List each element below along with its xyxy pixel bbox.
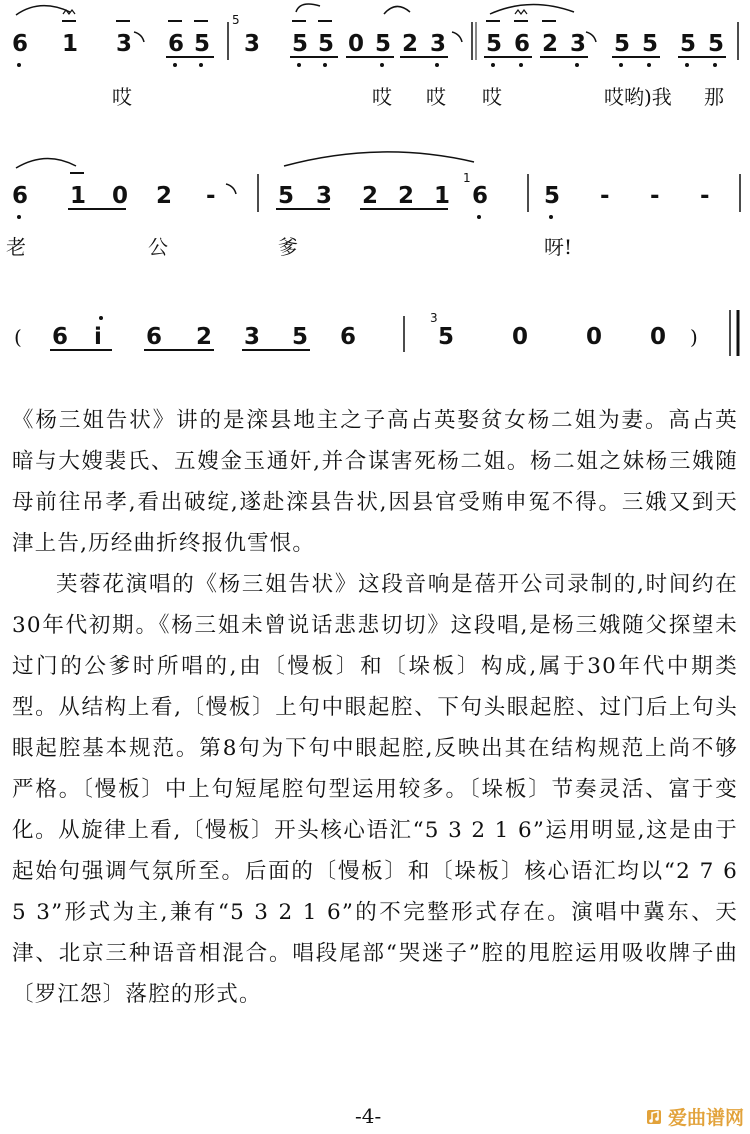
note: 6	[12, 31, 29, 57]
score-line-1	[12, 4, 738, 109]
note: 3	[244, 31, 261, 57]
grace-note: 1	[463, 171, 471, 185]
watermark-text: 爱曲谱网	[667, 1107, 744, 1129]
lyric: 哎	[482, 85, 502, 109]
note: 2	[156, 183, 173, 209]
note: 5	[278, 183, 295, 209]
grace-note: 5	[232, 13, 240, 27]
note: 5	[642, 31, 659, 57]
note: 5	[708, 31, 725, 57]
note: 6	[168, 31, 185, 57]
note: 0	[112, 183, 129, 209]
note: 5	[375, 31, 392, 57]
note: 2	[402, 31, 419, 57]
lyric: 哎	[112, 85, 132, 109]
paragraph: 芙蓉花演唱的《杨三姐告状》这段音响是蓓开公司录制的,时间约在30年代初期。《杨三姐未曾说话悲悲切切》这段唱,是杨三娥随父探望未过门的公爹时所唱的,由〔慢板〕和〔垛板〕构成,属于30年代中期类型。从结构上看,〔慢板〕上句中眼起腔、下句头眼起腔、过门后上句头眼起腔基本规范。第8句为下句中眼起腔,反映出其在结构规范上尚不够严格。〔慢板〕中上句短尾腔句型运用较多。〔垛板〕节奏灵活、富于变化。从旋律上看,〔慢板〕开头核心语汇“5 3 2 1 6”运用明显,这是由于起始句强调气氛所至。后面的〔慢板〕和〔垛板〕核心语汇均以“2 7 6 5 3”形式为主,兼有“5 3 2 1 6”的不完整形式存在。演唱中冀东、天津、北京三种语音相混合。唱段尾部“哭迷子”腔的甩腔运用吸收牌子曲〔罗江怨〕落腔的形式。	[12, 572, 738, 1007]
score-line-3	[14, 310, 738, 356]
page-number: -4-	[355, 1104, 382, 1128]
note: 3	[244, 324, 261, 350]
note: -	[206, 183, 216, 209]
note: 5	[544, 183, 561, 209]
note: -	[600, 183, 610, 209]
note: 2	[196, 324, 213, 350]
note: 1	[70, 183, 87, 209]
note: 6	[472, 183, 489, 209]
note: 5	[680, 31, 697, 57]
lyric: 那	[704, 85, 724, 109]
note: 5	[438, 324, 455, 350]
note: 5	[292, 31, 309, 57]
note: 3	[316, 183, 333, 209]
jianpu-score	[0, 0, 750, 380]
open-paren: (	[14, 325, 22, 349]
note: 5	[486, 31, 503, 57]
music-note-icon	[646, 1108, 664, 1126]
note: 1	[62, 31, 79, 57]
note: -	[700, 183, 710, 209]
note: 5	[614, 31, 631, 57]
note: 3	[430, 31, 447, 57]
note: i	[94, 324, 102, 350]
note: 5	[194, 31, 211, 57]
note: 5	[318, 31, 335, 57]
grace-note: 3	[430, 311, 438, 325]
note: 2	[362, 183, 379, 209]
note: 0	[650, 324, 667, 350]
lyric: 公	[148, 235, 168, 259]
lyric: 爹	[278, 235, 298, 259]
note: 2	[542, 31, 559, 57]
note: 6	[52, 324, 69, 350]
note: 0	[586, 324, 603, 350]
watermark-logo	[646, 1103, 744, 1130]
score-line-2	[6, 152, 740, 259]
close-paren: )	[690, 325, 698, 349]
lyric: 哎	[426, 85, 446, 109]
lyric: 哎	[372, 85, 392, 109]
note: 5	[292, 324, 309, 350]
note: 0	[512, 324, 529, 350]
paragraph: 《杨三姐告状》讲的是滦县地主之子高占英娶贫女杨二姐为妻。高占英暗与大嫂裴氏、五嫂金玉通奸,并合谋害死杨二姐。杨二姐之妹杨三娥随母前往吊孝,看出破绽,遂赴滦县告状,因县官受贿申冤不得。三娥又到天津上告,历经曲折终报仇雪恨。	[12, 408, 738, 556]
note: 0	[348, 31, 365, 57]
lyric: 呀!	[544, 235, 573, 259]
note: 1	[434, 183, 451, 209]
note: 6	[514, 31, 531, 57]
note: 6	[12, 183, 29, 209]
note: 6	[146, 324, 163, 350]
note: 6	[340, 324, 357, 350]
note: 3	[570, 31, 587, 57]
note: 2	[398, 183, 415, 209]
article-body	[0, 400, 750, 1015]
note: -	[650, 183, 660, 209]
note: 3	[116, 31, 133, 57]
lyric: 哎哟)我	[604, 85, 672, 109]
lyric: 老	[6, 235, 26, 259]
